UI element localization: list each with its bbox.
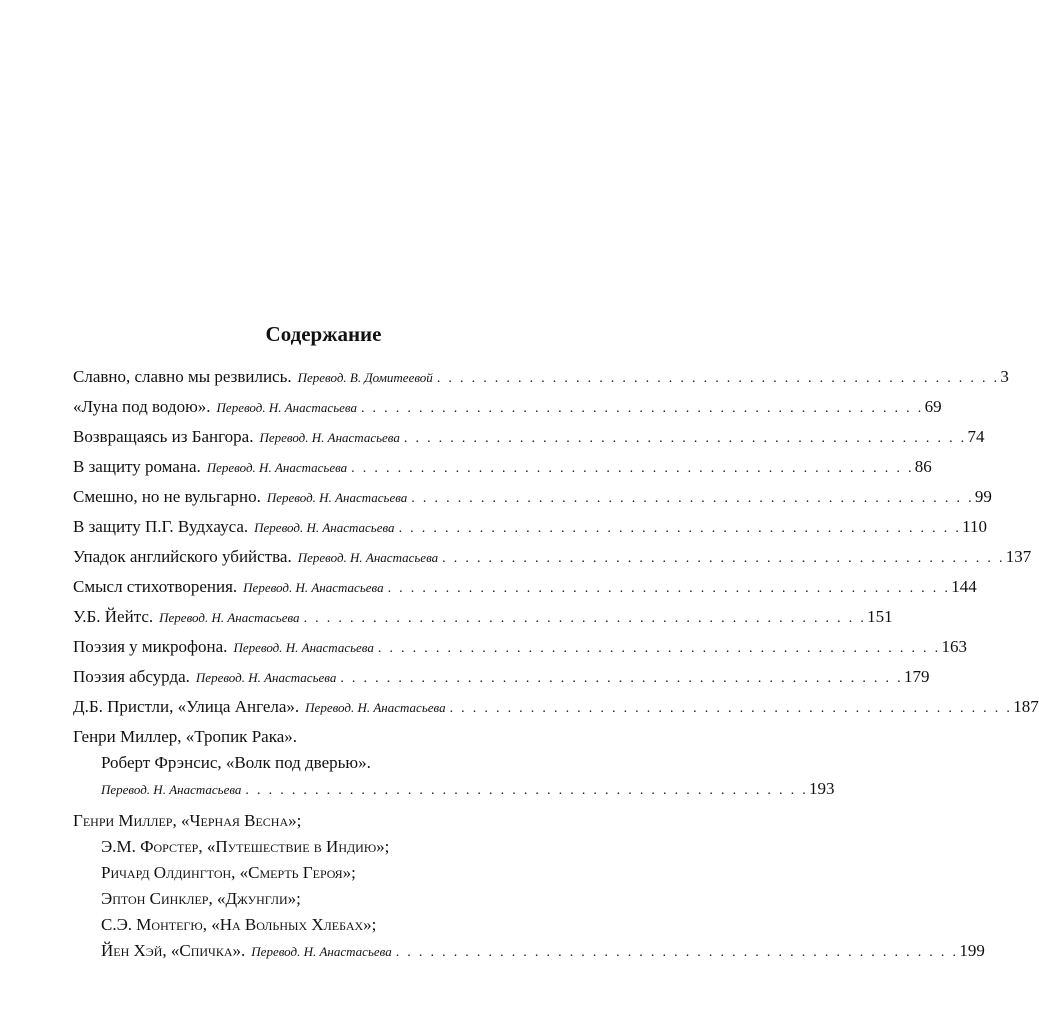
entry-page: 99 (974, 487, 992, 506)
review-line: Роберт Фрэнсис, «Волк под дверью». (101, 753, 371, 772)
toc-entry (73, 602, 893, 632)
review-line (73, 860, 537, 886)
entry-page: 69 (924, 397, 942, 416)
dot-leader: . . . . . . . . . . . . . . . . . . . . . . . . . . . . . . . . . . . . . . . . . . . . . . . . . (395, 945, 959, 960)
toc-entry (73, 692, 1039, 722)
entry-translator: Перевод. В. Домитеевой (297, 370, 433, 385)
dot-leader: . . . . . . . . . . . . . . . . . . . . . . . . . . . . . . . . . . . . . . . . . . . . . . . . . (442, 551, 1005, 566)
entry-translator: Перевод. Н. Анастасьева (266, 490, 408, 505)
review-text: С.Э. Монтегю, «На Вольных Хлебах»; (101, 915, 377, 934)
dot-leader: . . . . . . . . . . . . . . . . . . . . . . . . . . . . . . . . . . . . . . . . . . . . . . . . . (403, 431, 967, 446)
dot-leader: . . . . . . . . . . . . . . . . . . . . . . . . . . . . . . . . . . . . . . . . . . . . . . . . . (411, 491, 974, 506)
entry-translator: Перевод. Н. Анастасьева (254, 520, 395, 535)
review-footer (73, 938, 985, 964)
entry-page: 151 (867, 607, 893, 626)
dot-leader: . . . . . . . . . . . . . . . . . . . . . . . . . . . . . . . . . . . . . . . . . . . . . . . . . (303, 611, 867, 626)
dot-leader: . . . . . . . . . . . . . . . . . . . . . . . . . . . . . . . . . . . . . . . . . . . . . . . . . (387, 581, 951, 596)
entry-translator: Перевод. Н. Анастасьева (297, 550, 439, 565)
review-text: Ричард Олдингтон, «Смерть Героя»; (101, 863, 356, 882)
entry-translator: Перевод. Н. Анастасьева (259, 430, 400, 445)
entry-title: Возвращаясь из Бангора. (73, 427, 254, 446)
toc-entry (73, 392, 942, 422)
entry-title: Смысл стихотворения. (73, 577, 238, 596)
toc-entry (73, 542, 1032, 572)
dot-leader: . . . . . . . . . . . . . . . . . . . . . . . . . . . . . . . . . . . . . . . . . . . . . . . . . (360, 401, 924, 416)
entry-translator: Перевод. Н. Анастасьева (251, 944, 392, 959)
review-text: Эптон Синклер, «Джунгли»; (101, 889, 301, 908)
review-line (73, 834, 537, 860)
entry-title: «Луна под водою». (73, 397, 211, 416)
toc-entry-review-2 (73, 808, 985, 964)
entry-page: 199 (959, 941, 985, 960)
entry-translator: Перевод. Н. Анастасьева (305, 700, 446, 715)
dot-leader: . . . . . . . . . . . . . . . . . . . . . . . . . . . . . . . . . . . . . . . . . . . . . . . . . (449, 701, 1013, 716)
dot-leader: . . . . . . . . . . . . . . . . . . . . . . . . . . . . . . . . . . . . . . . . . . . . . . . . . (245, 783, 809, 798)
dot-leader: . . . . . . . . . . . . . . . . . . . . . . . . . . . . . . . . . . . . . . . . . . . . . . . . . (351, 461, 914, 476)
entry-page: 3 (1000, 367, 1009, 386)
toc-entry (73, 572, 977, 602)
dot-leader: . . . . . . . . . . . . . . . . . . . . . . . . . . . . . . . . . . . . . . . . . . . . . . . . . (436, 371, 1000, 386)
entry-title: Славно, славно мы резвились. (73, 367, 292, 386)
entry-page: 74 (967, 427, 985, 446)
entry-translator: Перевод. Н. Анастасьева (243, 580, 384, 595)
entry-translator: Перевод. Н. Анастасьева (159, 610, 300, 625)
table-of-contents (73, 362, 1039, 964)
entry-page: 179 (903, 667, 930, 686)
review-footer (73, 776, 835, 802)
entry-title: Поэзия у микрофона. (73, 637, 228, 656)
entry-page: 110 (962, 517, 988, 536)
entry-title: В защиту романа. (73, 457, 201, 476)
entry-translator: Перевод. Н. Анастасьева (206, 460, 348, 475)
entry-translator: Перевод. Н. Анастасьева (195, 670, 337, 685)
toc-entry (73, 662, 930, 692)
toc-entry-review-1 (73, 724, 835, 802)
page-title: Содержание (265, 322, 382, 346)
entry-page: 144 (951, 577, 977, 596)
review-text: Э.М. Форстер, «Путешествие в Индию»; (101, 837, 390, 856)
entry-title: Упадок английского убийства. (73, 547, 292, 566)
toc-entry (73, 452, 932, 482)
toc-entry (73, 632, 967, 662)
entry-title: Д.Б. Пристли, «Улица Ангела». (73, 697, 300, 716)
entry-title: У.Б. Йейтс. (73, 607, 154, 626)
toc-entry (73, 362, 1009, 392)
review-line (73, 808, 537, 834)
review-line: Генри Миллер, «Тропик Рака». (73, 727, 297, 746)
entry-translator: Перевод. Н. Анастасьева (101, 782, 242, 797)
entry-page: 187 (1013, 697, 1039, 716)
entry-title: Поэзия абсурда. (73, 667, 190, 686)
dot-leader: . . . . . . . . . . . . . . . . . . . . . . . . . . . . . . . . . . . . . . . . . . . . . . . . . (340, 671, 903, 686)
entry-translator: Перевод. Н. Анастасьева (233, 640, 374, 655)
entry-title: Йен Хэй, «Спичка». (101, 941, 246, 960)
toc-entry (73, 482, 992, 512)
entry-page: 163 (941, 637, 967, 656)
entry-page: 86 (914, 457, 932, 476)
toc-entry (73, 512, 988, 542)
entry-translator: Перевод. Н. Анастасьева (216, 400, 357, 415)
entry-page: 137 (1005, 547, 1032, 566)
review-text: Генри Миллер, «Черная Весна»; (73, 811, 302, 830)
review-line (73, 886, 537, 912)
entry-page: 193 (809, 779, 835, 798)
entry-title: Смешно, но не вульгарно. (73, 487, 261, 506)
review-line (73, 912, 537, 938)
toc-entry (73, 422, 985, 452)
entry-title: В защиту П.Г. Вудхауса. (73, 517, 249, 536)
dot-leader: . . . . . . . . . . . . . . . . . . . . . . . . . . . . . . . . . . . . . . . . . . . . . . . . . (398, 521, 962, 536)
dot-leader: . . . . . . . . . . . . . . . . . . . . . . . . . . . . . . . . . . . . . . . . . . . . . . . . . (377, 641, 941, 656)
